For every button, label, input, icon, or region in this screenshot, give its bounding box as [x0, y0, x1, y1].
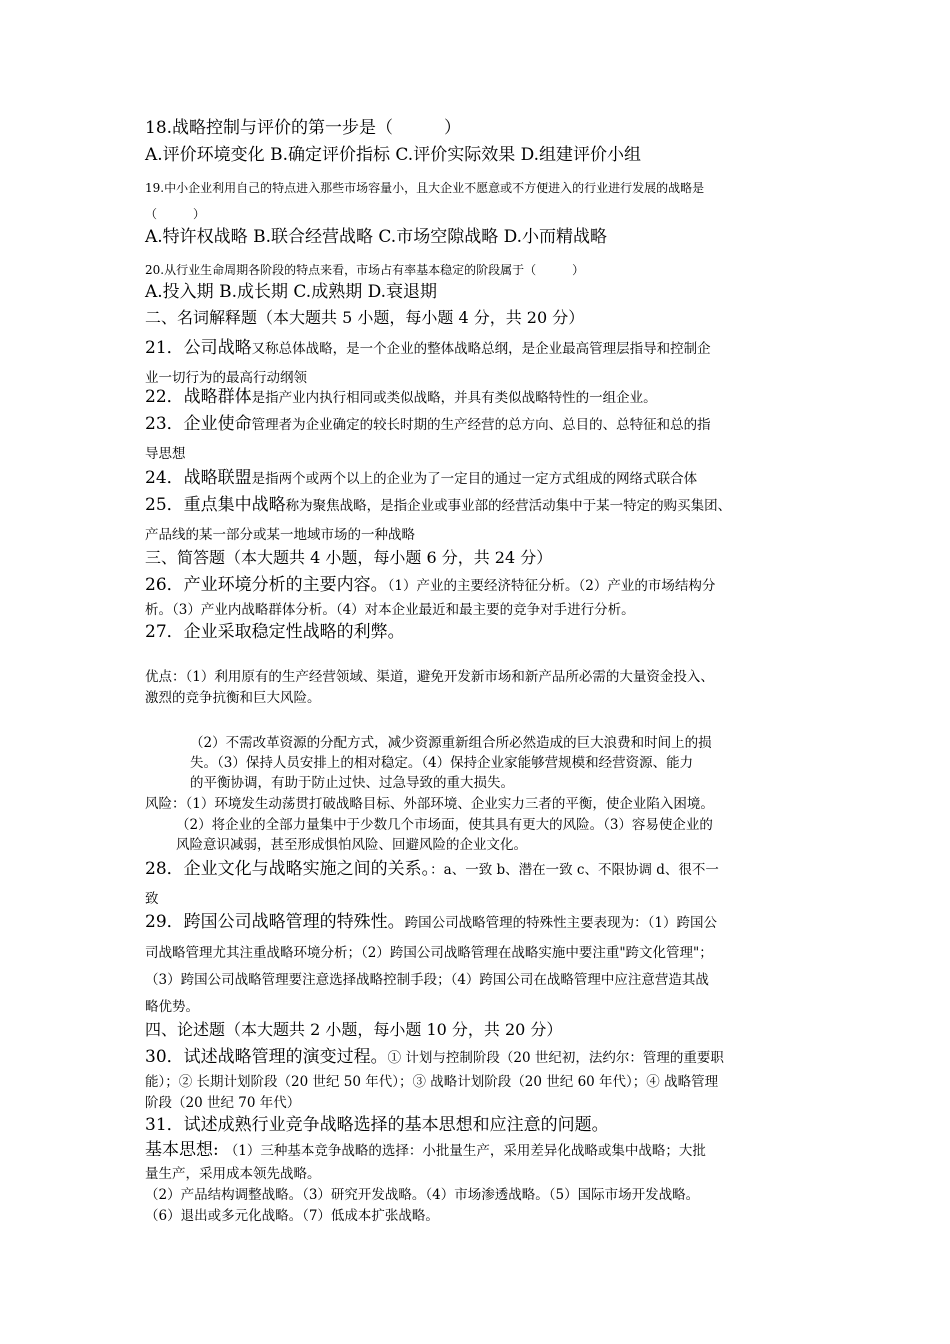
q25-term: 25．重点集中战略 [145, 495, 286, 515]
q27-advantages-1: 优点：（1）利用原有的生产经营领域、渠道，避免开发新市场和新产品所必需的大量资金投入、 [145, 669, 714, 685]
q25-definition-cont: 产品线的某一部分或某一地域市场的一种战略 [145, 527, 415, 543]
q26-title: 26．产业环境分析的主要内容。 [145, 575, 388, 595]
q29-answer-3: （3）跨国公司战略管理要注意选择战略控制手段；（4）跨国公司在战略管理中应注意营造其战 [145, 972, 709, 988]
q22-definition: 是指产业内执行相同或类似战略，并具有类似战略特性的一组企业。 [251, 390, 657, 406]
q19-options: A.特许权战略 B.联合经营战略 C.市场空隙战略 D.小而精战略 [145, 227, 608, 247]
q27-advantages-3: （2）不需改革资源的分配方式，减少资源重新组合所必然造成的巨大浪费和时间上的损 [190, 735, 712, 751]
q28-answer: ：a、一致 b、潜在一致 c、不限协调 d、很不一 [430, 862, 719, 878]
section4-title: 四、论述题（本大题共 2 小题，每小题 10 分，共 20 分） [145, 1020, 563, 1039]
q27-risks-1: 风险：（1）环境发生动荡贯打破战略目标、外部环境、企业实力三者的平衡，使企业陷入困境。 [145, 796, 714, 812]
q19-paren: （ ） [145, 207, 206, 221]
q24 [145, 468, 697, 488]
q21-definition: 又称总体战略，是一个企业的整体战略总纲，是企业最高管理层指导和控制企 [251, 341, 711, 357]
q28-title: 28．企业文化与战略实施之间的关系。 [145, 859, 431, 879]
q26-answer-cont: 析。（3）产业内战略群体分析。（4）对本企业最近和最主要的竞争对手进行分析。 [145, 602, 635, 618]
q26-answer: （1）产业的主要经济特征分析。（2）产业的市场结构分 [387, 578, 716, 594]
q26 [145, 575, 715, 595]
q31-answer-2: 量生产，采用成本领先战略。 [145, 1166, 321, 1182]
q18-stem: 18.战略控制与评价的第一步是（ ） [145, 118, 462, 138]
q30-title: 30．试述战略管理的演变过程。 [145, 1047, 388, 1067]
q20-options: A.投入期 B.成长期 C.成熟期 D.衰退期 [145, 282, 438, 302]
q21-definition-cont: 业一切行为的最高行动纲领 [145, 370, 307, 386]
q27-advantages-4: 失。（3）保持人员安排上的相对稳定。（4）保持企业家能够营规模和经营资源、能力 [190, 755, 694, 771]
q28-answer-cont: 致 [145, 891, 159, 907]
q29-answer: 跨国公司战略管理的特殊性主要表现为：（1）跨国公 [404, 915, 717, 931]
section3-title: 三、简答题（本大题共 4 小题，每小题 6 分，共 24 分） [145, 548, 553, 567]
q19-stem: 19.中小企业利用自己的特点进入那些市场容量小，且大企业不愿意或不方便进入的行业进行发展的战略是 [145, 181, 705, 195]
q27-advantages-5: 的平衡协调，有助于防止过快、过急导致的重大损失。 [190, 775, 514, 791]
q22 [145, 387, 657, 407]
q27-risks-3: 风险意识减弱，甚至形成惧怕风险、回避风险的企业文化。 [176, 837, 527, 853]
q22-term: 22．战略群体 [145, 387, 252, 407]
q28 [145, 859, 719, 879]
q23 [145, 414, 711, 434]
q30 [145, 1047, 724, 1067]
q29-answer-4: 略优势。 [145, 999, 199, 1015]
q29 [145, 912, 717, 932]
q25 [145, 495, 731, 515]
q20-stem: 20.从行业生命周期各阶段的特点来看，市场占有率基本稳定的阶段属于（ ） [145, 263, 585, 277]
q30-answer-2: 能）；② 长期计划阶段（20 世纪 50 年代）；③ 战略计划阶段（20 世纪 60 年代）；④ 战略管理 [145, 1074, 719, 1090]
q18-options: A.评价环境变化 B.确定评价指标 C.评价实际效果 D.组建评价小组 [145, 145, 642, 165]
q31-answer-3: （2）产品结构调整战略。（3）研究开发战略。（4）市场渗透战略。（5）国际市场开发战略。 [145, 1187, 700, 1203]
q25-definition: 称为聚焦战略，是指企业或事业部的经营活动集中于某一特定的购买集团、 [285, 498, 732, 514]
q24-definition: 是指两个或两个以上的企业为了一定目的通过一定方式组成的网络式联合体 [251, 471, 698, 487]
q31-basic-ideas [145, 1140, 706, 1160]
q29-answer-2: 司战略管理尤其注重战略环境分析；（2）跨国公司战略管理在战略实施中要注重"跨文化管理"； [145, 945, 713, 961]
q23-definition: 管理者为企业确定的较长时期的生产经营的总方向、总目的、总特征和总的指 [251, 417, 711, 433]
q29-title: 29．跨国公司战略管理的特殊性。 [145, 912, 405, 932]
q27-risks-2: （2）将企业的全部力量集中于少数几个市场面，使其具有更大的风险。（3）容易使企业的 [176, 817, 713, 833]
q23-term: 23．企业使命 [145, 414, 252, 434]
q30-answer: ① 计划与控制阶段（20 世纪初，法约尔：管理的重要职 [387, 1050, 724, 1066]
q31-answer-1: （1）三种基本竞争战略的选择：小批量生产，采用差异化战略或集中战略；大批 [224, 1143, 706, 1159]
q31-lead: 基本思想: [145, 1140, 219, 1160]
q21 [145, 338, 711, 358]
q21-term: 21．公司战略 [145, 338, 252, 358]
q24-term: 24．战略联盟 [145, 468, 252, 488]
q31-answer-4: （6）退出或多元化战略。（7）低成本扩张战略。 [145, 1208, 439, 1224]
q27-advantages-2: 激烈的竞争抗衡和巨大风险。 [145, 690, 321, 706]
q27-title: 27．企业采取稳定性战略的利弊。 [145, 622, 405, 642]
q30-answer-3: 阶段（20 世纪 70 年代） [145, 1095, 301, 1111]
q31-title: 31．试述成熟行业竞争战略选择的基本思想和应注意的问题。 [145, 1115, 609, 1135]
q23-definition-cont: 导思想 [145, 446, 186, 462]
section2-title: 二、名词解释题（本大题共 5 小题，每小题 4 分，共 20 分） [145, 308, 585, 327]
